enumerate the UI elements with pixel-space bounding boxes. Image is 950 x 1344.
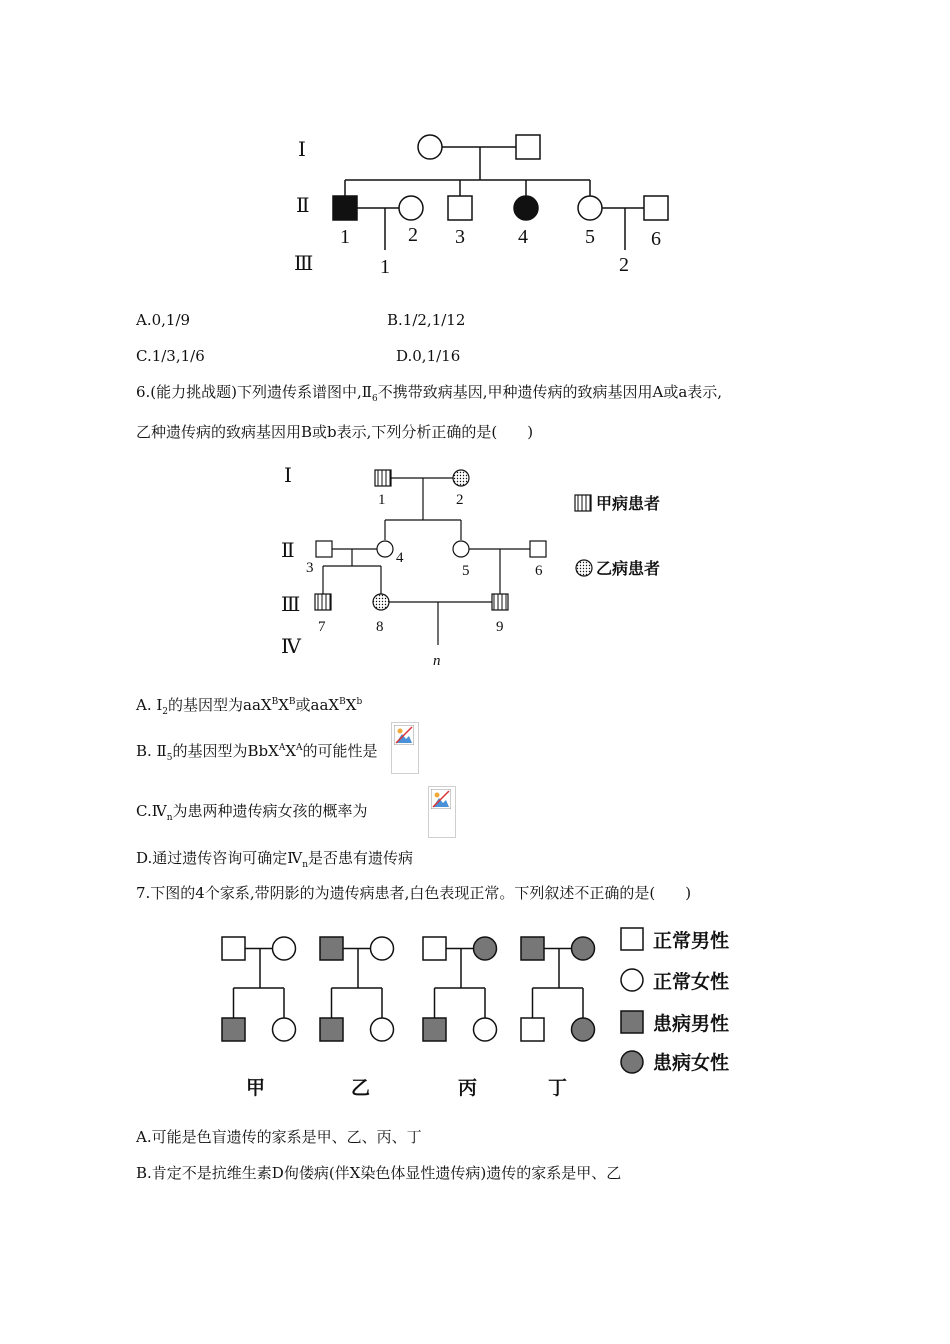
q6-a-sup3: B xyxy=(339,697,346,707)
q6-c-prefix: C.Ⅳ xyxy=(136,802,167,820)
q6-b-text2: 的可能性是 xyxy=(302,742,378,760)
family-bing-father xyxy=(423,937,446,960)
ped1-gen-2: Ⅱ xyxy=(296,195,310,217)
ped2-label-n: n xyxy=(433,653,441,669)
ped2-I2-disease-b-female xyxy=(453,470,469,486)
q6-a-sup2: B xyxy=(288,697,296,707)
ped2-label-3: 3 xyxy=(306,560,314,576)
ped2-III9-disease-a-male xyxy=(492,594,508,610)
legend-normal-male-icon xyxy=(621,928,643,950)
ped2-gen-1: Ⅰ xyxy=(284,465,292,487)
broken-image-icon xyxy=(391,722,419,774)
family-label-ding: 丁 xyxy=(548,1078,568,1099)
family-label-jia: 甲 xyxy=(246,1078,266,1099)
q6-c-text: 为患两种遗传病女孩的概率为 xyxy=(172,802,368,820)
four-families-diagram xyxy=(222,937,595,1041)
ped2-III8-disease-b-female xyxy=(373,594,389,610)
ped2-label-2: 2 xyxy=(456,492,464,508)
family-bing-mother xyxy=(474,937,497,960)
q6-b-text1: 的基因型为BbX xyxy=(172,742,279,760)
q5-option-d: D.0,1/16 xyxy=(396,347,461,365)
broken-image-icon xyxy=(428,786,456,838)
q6-a-x: X xyxy=(278,696,289,714)
q6-a-text: 的基因型为aaX xyxy=(168,696,272,714)
ped2-II5-female xyxy=(453,541,469,557)
q5-option-a: A.0,1/9 xyxy=(136,311,191,329)
ped2-label-4: 4 xyxy=(396,550,404,566)
q6-stem-part: 6.(能力挑战题)下列遗传系谱图中,Ⅱ xyxy=(136,383,372,401)
ped1-II6-male xyxy=(644,196,668,220)
legend-normal-male: 正常男性 xyxy=(653,931,730,952)
q6-b-x: X xyxy=(285,742,296,760)
ped2-label-1: 1 xyxy=(378,492,386,508)
ped2-gen-3: Ⅲ xyxy=(281,594,301,616)
q6-b-prefix: B. Ⅱ xyxy=(136,742,167,760)
family-jia-son xyxy=(222,1018,245,1041)
q6-a-sup4: b xyxy=(356,697,363,707)
family-ding-daughter xyxy=(572,1018,595,1041)
q6-d-text: 是否患有遗传病 xyxy=(308,849,414,867)
family-label-bing: 丙 xyxy=(458,1078,478,1099)
ped1-label-II1: 1 xyxy=(340,226,350,248)
family-jia-mother xyxy=(273,937,296,960)
ped2-label-6: 6 xyxy=(535,563,543,579)
ped1-label-II2: 2 xyxy=(408,224,418,246)
legend-disease-b: 乙病患者 xyxy=(596,561,661,578)
ped2-label-5: 5 xyxy=(462,563,470,579)
legend-disease-a-icon xyxy=(575,495,591,511)
family-jia-father xyxy=(222,937,245,960)
q6-c-sub: n xyxy=(166,813,173,823)
ped1-I-female xyxy=(418,135,442,159)
family-bing-daughter xyxy=(474,1018,497,1041)
family-ding-son xyxy=(521,1018,544,1041)
ped2-II3-male xyxy=(316,541,332,557)
q6-option-d xyxy=(136,848,413,875)
ped1-label-II5: 5 xyxy=(585,226,595,248)
ped1-label-II4: 4 xyxy=(518,226,528,248)
ped1-II5-female xyxy=(578,196,602,220)
q6-a-sup1: B xyxy=(271,697,279,707)
ped1-II2-female xyxy=(399,196,423,220)
legend-disease-b-icon xyxy=(576,560,592,576)
ped1-I-male xyxy=(516,135,540,159)
q5-option-b: B.1/2,1/12 xyxy=(387,311,466,329)
q6-b-sub: 5 xyxy=(166,753,173,763)
q6-a-or: 或aaX xyxy=(295,696,340,714)
q6-d-prefix: D.通过遗传咨询可确定Ⅳ xyxy=(136,849,303,867)
family-yi-son xyxy=(320,1018,343,1041)
ped1-label-II3: 3 xyxy=(455,226,465,248)
legend-disease-a: 甲病患者 xyxy=(596,496,661,513)
family-ding-mother xyxy=(572,937,595,960)
family-yi-father xyxy=(320,937,343,960)
q6-stem-line1 xyxy=(136,382,722,409)
ped2-gen-4: Ⅳ xyxy=(281,636,301,658)
family-bing-son xyxy=(423,1018,446,1041)
legend-affected-male-icon xyxy=(621,1011,643,1033)
q6-option-c xyxy=(136,801,368,828)
family-jia-daughter xyxy=(273,1018,296,1041)
ped1-gen-3: Ⅲ xyxy=(294,253,314,275)
family-yi-daughter xyxy=(371,1018,394,1041)
q6-stem-part-b: 不携带致病基因,甲种遗传病的致病基因用A或a表示, xyxy=(377,383,723,401)
q6-a-sub: 2 xyxy=(162,707,169,717)
q6-b-sup2: A xyxy=(296,743,303,753)
ped1-II4-affected-female xyxy=(514,196,538,220)
q6-stem-line2: 乙种遗传病的致病基因用B或b表示,下列分析正确的是( ) xyxy=(136,423,534,441)
ped2-II6-male xyxy=(530,541,546,557)
ped1-II1-affected-male xyxy=(333,196,357,220)
q6-a-prefix: A. Ⅰ xyxy=(136,696,163,714)
family-label-yi: 乙 xyxy=(351,1078,371,1099)
q7-option-a: A.可能是色盲遗传的家系是甲、乙、丙、丁 xyxy=(136,1128,422,1146)
q7-stem: 7.下图的4个家系,带阴影的为遗传病患者,白色表现正常。下列叙述不正确的是( ) xyxy=(136,884,692,902)
q6-option-a xyxy=(136,692,362,722)
ped1-II3-male xyxy=(448,196,472,220)
legend-affected-male: 患病男性 xyxy=(653,1014,730,1035)
ped2-gen-2: Ⅱ xyxy=(281,540,295,562)
ped2-label-7: 7 xyxy=(318,619,326,635)
q7-option-b: B.肯定不是抗维生素D佝偻病(伴X染色体显性遗传病)遗传的家系是甲、乙 xyxy=(136,1164,622,1182)
legend-normal-female-icon xyxy=(621,969,643,991)
ped1-label-II6: 6 xyxy=(651,228,661,250)
ped2-label-9: 9 xyxy=(496,619,504,635)
legend-affected-female: 患病女性 xyxy=(653,1053,730,1074)
legend-affected-female-icon xyxy=(621,1051,643,1073)
q6-a-x2: X xyxy=(345,696,357,714)
ped2-III7-disease-a-male xyxy=(315,594,331,610)
ped2-label-8: 8 xyxy=(376,619,384,635)
q6-b-sup1: A xyxy=(278,743,286,753)
ped2-I1-disease-a-male xyxy=(375,470,391,486)
q5-option-c: C.1/3,1/6 xyxy=(136,347,205,365)
ped1-label-III2: 2 xyxy=(619,254,629,276)
ped1-label-III1: 1 xyxy=(380,256,390,278)
ped2-II4-female xyxy=(377,541,393,557)
family-yi-mother xyxy=(371,937,394,960)
ped1-gen-1: Ⅰ xyxy=(298,139,306,161)
family-ding-father xyxy=(521,937,544,960)
q6-stem-sub: 6 xyxy=(371,394,378,404)
legend-normal-female: 正常女性 xyxy=(653,972,730,993)
q6-d-sub: n xyxy=(302,860,309,870)
q6-option-b xyxy=(136,738,378,768)
